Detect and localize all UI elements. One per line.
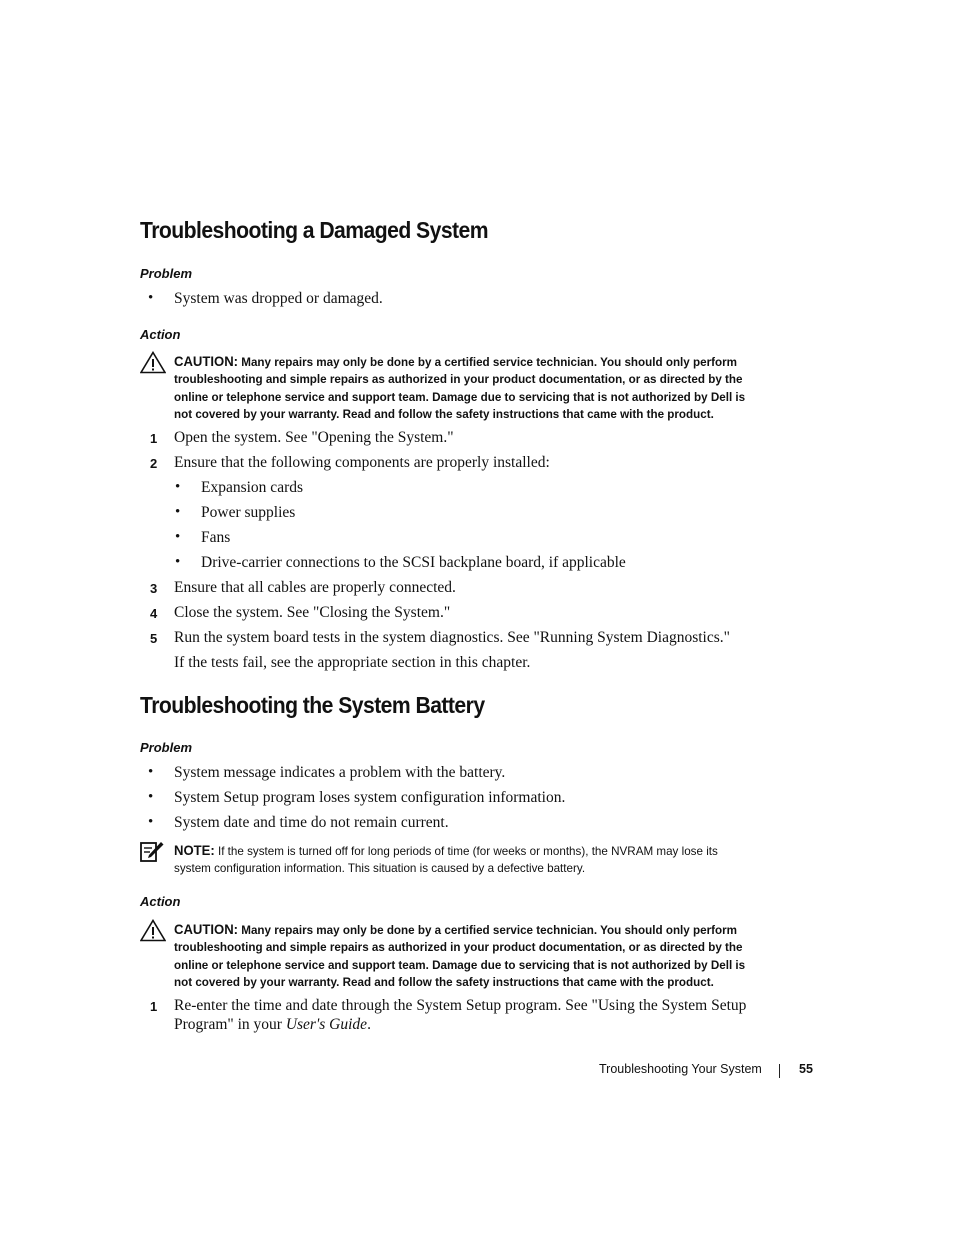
section-title-system-battery: Troubleshooting the System Battery xyxy=(140,692,485,718)
step-number: 1 xyxy=(150,431,158,446)
caution-text-line: not covered by your warranty. Read and follow the safety instructions that came with the product. xyxy=(174,974,714,989)
users-guide-title: User's Guide xyxy=(285,1016,368,1033)
footer-divider xyxy=(779,1064,780,1078)
bullet-marker: • xyxy=(175,479,181,495)
note-text-line: If the system is turned off for long periods of time (for weeks or months), the NVRAM may lose its xyxy=(217,844,718,858)
note-notice xyxy=(174,842,756,878)
section-title-damaged-system: Troubleshooting a Damaged System xyxy=(140,217,489,243)
step-number: 1 xyxy=(150,999,158,1014)
caution-triangle-icon xyxy=(140,919,166,947)
component-item: Power supplies xyxy=(201,504,296,521)
caution-tag: CAUTION: xyxy=(174,922,239,937)
page-number: 55 xyxy=(799,1062,813,1076)
step-number: 4 xyxy=(150,606,158,621)
step-text: Open the system. See "Opening the System." xyxy=(174,429,454,446)
component-item: Expansion cards xyxy=(201,479,304,496)
step-followup-text: If the tests fail, see the appropriate section in this chapter. xyxy=(174,654,531,671)
caution-notice xyxy=(174,921,756,991)
step-text: Ensure that the following components are properly installed: xyxy=(174,454,550,471)
caution-text-line: online or telephone service and support team. Damage due to servicing that is not authorized by Dell is xyxy=(174,957,746,972)
step-text-continuation xyxy=(174,1016,371,1034)
note-tag: NOTE: xyxy=(174,843,215,858)
step-number: 2 xyxy=(150,456,158,471)
problem-label: Problem xyxy=(140,740,193,755)
footer-chapter-title: Troubleshooting Your System xyxy=(599,1062,762,1076)
bullet-marker: • xyxy=(148,764,154,780)
bullet-marker: • xyxy=(175,529,181,545)
action-label: Action xyxy=(140,327,181,342)
problem-item: System was dropped or damaged. xyxy=(174,290,383,307)
note-pencil-icon xyxy=(140,841,164,868)
action-label: Action xyxy=(140,894,181,909)
caution-text-line: troubleshooting and simple repairs as authorized in your product documentation, or as directed by the xyxy=(174,940,743,955)
bullet-marker: • xyxy=(175,554,181,570)
caution-text-line: troubleshooting and simple repairs as authorized in your product documentation, or as directed by the xyxy=(174,372,743,387)
step-number: 3 xyxy=(150,581,158,596)
step-text: Close the system. See "Closing the System." xyxy=(174,604,451,621)
step-text-part: . xyxy=(367,1016,371,1033)
step-text: Run the system board tests in the system diagnostics. See "Running System Diagnostics." xyxy=(174,629,730,646)
caution-text-line: Many repairs may only be done by a certified service technician. You should only perform xyxy=(241,355,737,369)
note-text-line: system configuration information. This situation is caused by a defective battery. xyxy=(174,861,586,876)
bullet-marker: • xyxy=(148,290,154,306)
caution-notice xyxy=(174,353,756,423)
step-text-part: Program" in your xyxy=(174,1016,286,1033)
component-item: Drive-carrier connections to the SCSI backplane board, if applicable xyxy=(201,554,626,571)
bullet-marker: • xyxy=(175,504,181,520)
problem-label: Problem xyxy=(140,266,193,281)
problem-item: System date and time do not remain current. xyxy=(174,814,449,831)
problem-item: System Setup program loses system configuration information. xyxy=(174,789,566,806)
caution-triangle-icon xyxy=(140,351,166,379)
bullet-marker: • xyxy=(148,789,154,805)
caution-text-line: not covered by your warranty. Read and follow the safety instructions that came with the product. xyxy=(174,406,714,421)
step-number: 5 xyxy=(150,631,158,646)
problem-item: System message indicates a problem with the battery. xyxy=(174,764,506,781)
caution-tag: CAUTION: xyxy=(174,354,239,369)
step-text: Ensure that all cables are properly connected. xyxy=(174,579,456,596)
component-item: Fans xyxy=(201,529,231,546)
caution-text-line: online or telephone service and support team. Damage due to servicing that is not authorized by Dell is xyxy=(174,389,746,404)
caution-text-line: Many repairs may only be done by a certified service technician. You should only perform xyxy=(241,923,737,937)
step-text: Re-enter the time and date through the System Setup program. See "Using the System Setup xyxy=(174,997,747,1014)
bullet-marker: • xyxy=(148,814,154,830)
